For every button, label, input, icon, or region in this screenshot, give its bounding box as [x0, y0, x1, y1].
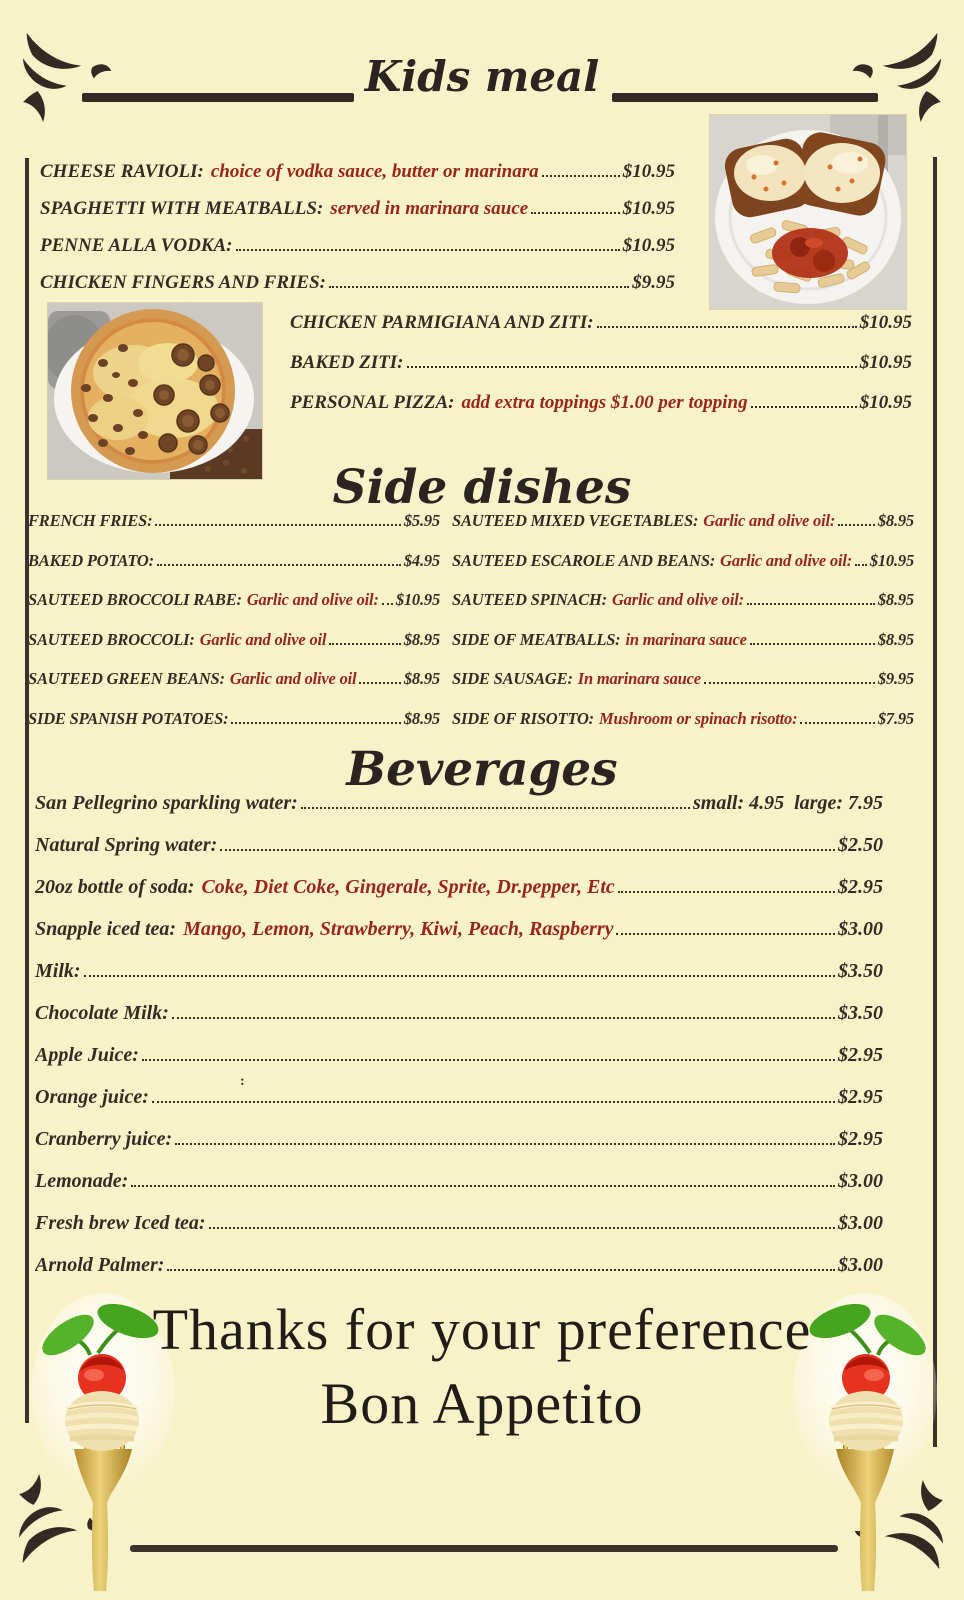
dot-leader	[359, 682, 400, 684]
menu-item: Snapple iced tea: Mango, Lemon, Strawberry, Kiwi, Peach, Raspberry $3.00	[35, 918, 883, 940]
menu-item: BAKED POTATO: $4.95	[28, 550, 440, 570]
beverages-title: Beverages	[346, 742, 618, 797]
menu-item: CHICKEN FINGERS AND FRIES: $9.95	[40, 272, 675, 293]
menu-item: SAUTEED GREEN BEANS: Garlic and olive oil $8.95	[28, 669, 440, 688]
menu-item: SAUTEED MIXED VEGETABLES: Garlic and olive oil: $8.95	[452, 511, 914, 530]
menu-item: PENNE ALLA VODKA: $10.95	[40, 235, 675, 256]
dot-leader	[155, 524, 400, 526]
menu-item: San Pellegrino sparkling water: small: 4.95 large: 7.95	[35, 792, 883, 814]
menu-item: Apple Juice: $2.95	[35, 1044, 883, 1066]
dot-leader	[747, 603, 875, 605]
beverages-list	[35, 792, 883, 1296]
menu-item: Lemonade: $3.00	[35, 1170, 883, 1192]
stray-mark: :	[240, 1074, 245, 1089]
dot-leader	[382, 603, 393, 605]
dot-leader	[618, 891, 835, 893]
menu-item: SIDE SAUSAGE: In marinara sauce $9.95	[452, 669, 914, 688]
dot-leader	[838, 524, 875, 526]
menu-item: CHEESE RAVIOLI: choice of vodka sauce, butter or marinara $10.95	[40, 161, 675, 182]
dot-leader	[231, 722, 400, 724]
title-rule-right	[612, 93, 878, 102]
menu-item: SAUTEED BROCCOLI RABE: Garlic and olive oil: $10.95	[28, 590, 440, 609]
dot-leader	[209, 1227, 835, 1229]
menu-item: SIDE SPANISH POTATOES: $8.95	[28, 708, 440, 728]
menu-item: Natural Spring water: $2.50	[35, 834, 883, 856]
kids-meal-list-left	[40, 161, 675, 309]
dot-leader	[236, 249, 620, 251]
footer-thanks-text: Thanks for your preference	[152, 1297, 812, 1362]
menu-item: Fresh brew Iced tea: $3.00	[35, 1212, 883, 1234]
menu-item: CHICKEN PARMIGIANA AND ZITI: $10.95	[290, 312, 912, 333]
dot-leader	[167, 1269, 835, 1271]
dot-leader	[542, 175, 620, 177]
dot-leader	[131, 1185, 835, 1187]
menu-item: Chocolate Milk: $3.50	[35, 1002, 883, 1024]
menu-item: Orange juice: $2.95	[35, 1086, 883, 1108]
right-border-line	[933, 157, 937, 1447]
menu-item: SAUTEED BROCCOLI: Garlic and olive oil $8.95	[28, 629, 440, 649]
menu-item: Arnold Palmer: $3.00	[35, 1254, 883, 1276]
menu-item: SAUTEED ESCAROLE AND BEANS: Garlic and olive oil: $10.95	[452, 550, 914, 570]
dot-leader	[531, 212, 620, 214]
dot-leader	[704, 682, 875, 684]
dot-leader	[750, 643, 875, 645]
dot-leader	[220, 849, 835, 851]
pizza-photo	[48, 303, 262, 479]
menu-item: PERSONAL PIZZA: add extra toppings $1.00 per topping $10.95	[290, 392, 912, 413]
dot-leader	[800, 722, 874, 724]
dot-leader	[329, 286, 629, 288]
page-title: Kids meal	[364, 52, 600, 101]
bottom-border-line	[130, 1545, 838, 1552]
side-dishes-title: Side dishes	[332, 460, 632, 515]
menu-item: SAUTEED SPINACH: Garlic and olive oil: $8.95	[452, 590, 914, 609]
menu-item: SIDE OF MEATBALLS: in marinara sauce $8.95	[452, 629, 914, 649]
dot-leader	[157, 564, 401, 566]
dot-leader	[175, 1143, 835, 1145]
menu-item: SPAGHETTI WITH MEATBALLS: served in marinara sauce $10.95	[40, 198, 675, 219]
dot-leader	[142, 1059, 835, 1061]
dot-leader	[751, 406, 857, 408]
side-dishes-list-right	[452, 511, 914, 748]
menu-item: BAKED ZITI: $10.95	[290, 352, 912, 373]
dot-leader	[84, 975, 835, 977]
dot-leader	[407, 366, 857, 368]
dot-leader	[597, 326, 857, 328]
dot-leader	[172, 1017, 835, 1019]
menu-item: Cranberry juice: $2.95	[35, 1128, 883, 1150]
menu-item: 20oz bottle of soda: Coke, Diet Coke, Gingerale, Sprite, Dr.pepper, Etc $2.95	[35, 876, 883, 898]
dot-leader	[855, 564, 867, 566]
dot-leader	[329, 643, 401, 645]
kids-meal-list-right	[290, 312, 912, 432]
dot-leader	[152, 1101, 835, 1103]
menu-item: FRENCH FRIES: $5.95	[28, 511, 440, 530]
side-dishes-list-left	[28, 511, 440, 748]
dot-leader	[616, 933, 835, 935]
footer-bon-appetito-text: Bon Appetito	[320, 1371, 644, 1436]
chicken-parmigiana-photo	[710, 115, 906, 309]
menu-item: SIDE OF RISOTTO: Mushroom or spinach risotto: $7.95	[452, 708, 914, 728]
menu-item: Milk: $3.50	[35, 960, 883, 982]
dot-leader	[301, 807, 690, 809]
